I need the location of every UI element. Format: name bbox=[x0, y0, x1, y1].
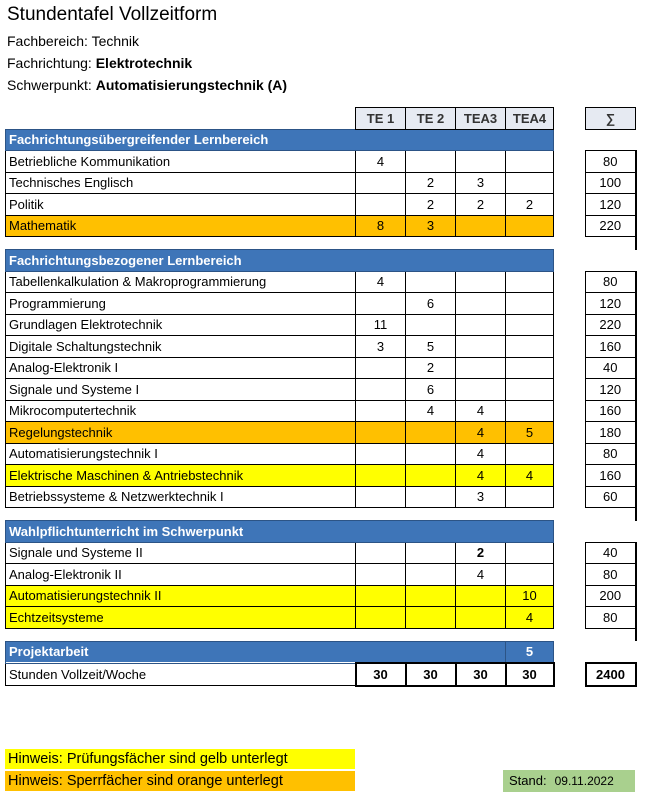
gap bbox=[554, 585, 586, 607]
hours-cell bbox=[406, 422, 456, 444]
hours-cell bbox=[406, 465, 456, 487]
hours-cell bbox=[356, 585, 406, 607]
hours-cell bbox=[506, 151, 554, 173]
summary-total: 2400 bbox=[586, 663, 636, 686]
gap bbox=[554, 293, 586, 315]
projekt-label: Projektarbeit bbox=[6, 641, 506, 663]
subject-name: Programmierung bbox=[6, 293, 356, 315]
gap bbox=[554, 336, 586, 358]
spacer bbox=[6, 508, 636, 521]
stand-date bbox=[503, 770, 635, 792]
hours-cell bbox=[456, 607, 506, 629]
subject-name: Echtzeitsysteme bbox=[6, 607, 356, 629]
hint-note: Hinweis: Prüfungsfächer sind gelb unterlegt bbox=[5, 749, 355, 769]
meta-label: Schwerpunkt: bbox=[7, 77, 92, 93]
hours-cell bbox=[506, 564, 554, 586]
subject-name: Automatisierungstechnik II bbox=[6, 585, 356, 607]
subject-row bbox=[6, 607, 636, 629]
hours-cell: 4 bbox=[406, 400, 456, 422]
hours-cell: 6 bbox=[406, 293, 456, 315]
subject-row bbox=[6, 151, 636, 173]
meta-value: Elektrotechnik bbox=[95, 55, 193, 71]
gap bbox=[554, 486, 586, 508]
hours-cell: 2 bbox=[456, 542, 506, 564]
subject-row bbox=[6, 422, 636, 444]
subject-name: Technisches Englisch bbox=[6, 172, 356, 194]
total-cell: 40 bbox=[586, 357, 636, 379]
hours-cell: 10 bbox=[506, 585, 554, 607]
hours-cell bbox=[456, 215, 506, 237]
spacer bbox=[6, 237, 636, 250]
summary-hours: 30 bbox=[356, 663, 406, 686]
hours-cell bbox=[506, 293, 554, 315]
stand-label: Stand: bbox=[509, 773, 547, 788]
hours-cell bbox=[506, 542, 554, 564]
gap bbox=[554, 379, 586, 401]
meta-value: Technik bbox=[91, 33, 140, 49]
column-header: TE 2 bbox=[406, 108, 456, 130]
total-cell: 80 bbox=[586, 443, 636, 465]
spacer bbox=[6, 628, 636, 641]
hours-cell bbox=[356, 465, 406, 487]
section-title: Wahlpflichtunterricht im Schwerpunkt bbox=[6, 521, 554, 543]
subject-row bbox=[6, 293, 636, 315]
total-cell: 180 bbox=[586, 422, 636, 444]
subject-row bbox=[6, 443, 636, 465]
hours-cell bbox=[506, 215, 554, 237]
total-cell: 60 bbox=[586, 486, 636, 508]
section-header bbox=[6, 129, 636, 151]
hours-cell: 5 bbox=[506, 422, 554, 444]
gap bbox=[554, 314, 586, 336]
hours-cell bbox=[506, 172, 554, 194]
section-title: Fachrichtungsbezogener Lernbereich bbox=[6, 250, 554, 272]
hours-cell bbox=[406, 151, 456, 173]
gap bbox=[554, 443, 586, 465]
hours-cell: 2 bbox=[506, 194, 554, 216]
hours-cell bbox=[356, 293, 406, 315]
gap bbox=[554, 194, 586, 216]
hint-note: Hinweis: Sperrfächer sind orange unterlegt bbox=[5, 771, 355, 791]
subject-row bbox=[6, 564, 636, 586]
hours-cell: 11 bbox=[356, 314, 406, 336]
total-cell: 80 bbox=[586, 151, 636, 173]
hours-cell bbox=[456, 271, 506, 293]
hours-cell: 4 bbox=[506, 465, 554, 487]
subject-row bbox=[6, 336, 636, 358]
gap bbox=[554, 172, 586, 194]
hours-cell: 2 bbox=[406, 172, 456, 194]
section-title: Fachrichtungsübergreifender Lernbereich bbox=[6, 129, 554, 151]
hours-cell: 5 bbox=[406, 336, 456, 358]
gap bbox=[554, 400, 586, 422]
column-header: TEA4 bbox=[506, 108, 554, 130]
hours-cell: 8 bbox=[356, 215, 406, 237]
total-cell: 200 bbox=[586, 585, 636, 607]
gap bbox=[554, 422, 586, 444]
hours-cell: 2 bbox=[456, 194, 506, 216]
hours-cell bbox=[456, 151, 506, 173]
hours-cell: 4 bbox=[456, 422, 506, 444]
meta-line bbox=[7, 33, 139, 49]
gap bbox=[554, 215, 586, 237]
total-cell: 120 bbox=[586, 194, 636, 216]
meta-value: Automatisierungstechnik (A) bbox=[95, 77, 288, 93]
hours-cell bbox=[356, 194, 406, 216]
hours-cell: 4 bbox=[456, 465, 506, 487]
stand-value: 09.11.2022 bbox=[554, 774, 614, 788]
hours-cell: 3 bbox=[356, 336, 406, 358]
summary-hours: 30 bbox=[406, 663, 456, 686]
subject-row bbox=[6, 271, 636, 293]
subject-name: Analog-Elektronik I bbox=[6, 357, 356, 379]
subject-name: Digitale Schaltungstechnik bbox=[6, 336, 356, 358]
subject-row bbox=[6, 172, 636, 194]
hours-cell bbox=[456, 379, 506, 401]
subject-name: Betriebssysteme & Netzwerktechnik I bbox=[6, 486, 356, 508]
total-cell: 160 bbox=[586, 465, 636, 487]
hours-cell bbox=[456, 357, 506, 379]
hours-cell bbox=[406, 486, 456, 508]
total-cell: 160 bbox=[586, 336, 636, 358]
hours-cell: 3 bbox=[406, 215, 456, 237]
gap bbox=[554, 250, 636, 272]
hours-cell: 6 bbox=[406, 379, 456, 401]
hours-cell bbox=[356, 400, 406, 422]
gap bbox=[554, 129, 636, 151]
hours-cell bbox=[506, 379, 554, 401]
hours-cell bbox=[406, 607, 456, 629]
hours-cell bbox=[406, 564, 456, 586]
hours-cell: 4 bbox=[356, 151, 406, 173]
subject-name: Tabellenkalkulation & Makroprogrammierung bbox=[6, 271, 356, 293]
subject-name: Regelungstechnik bbox=[6, 422, 356, 444]
hours-cell bbox=[356, 486, 406, 508]
hours-cell bbox=[356, 422, 406, 444]
hours-cell bbox=[406, 443, 456, 465]
total-cell: 220 bbox=[586, 215, 636, 237]
hours-cell bbox=[356, 443, 406, 465]
hours-cell bbox=[506, 336, 554, 358]
meta-line bbox=[7, 55, 192, 71]
hours-cell: 3 bbox=[456, 172, 506, 194]
projekt-value: 5 bbox=[506, 641, 554, 663]
hours-cell bbox=[506, 357, 554, 379]
page-title: Stundentafel Vollzeitform bbox=[7, 4, 218, 25]
gap bbox=[554, 542, 586, 564]
subject-name: Analog-Elektronik II bbox=[6, 564, 356, 586]
subject-row bbox=[6, 314, 636, 336]
hours-cell bbox=[456, 336, 506, 358]
summary-hours: 30 bbox=[456, 663, 506, 686]
subject-row bbox=[6, 357, 636, 379]
subject-name: Mikrocomputertechnik bbox=[6, 400, 356, 422]
hours-cell: 4 bbox=[456, 564, 506, 586]
hours-cell: 4 bbox=[356, 271, 406, 293]
total-cell: 80 bbox=[586, 271, 636, 293]
total-cell: 40 bbox=[586, 542, 636, 564]
meta-line bbox=[7, 77, 287, 93]
gap bbox=[554, 271, 586, 293]
gap bbox=[554, 465, 586, 487]
hours-cell: 4 bbox=[456, 443, 506, 465]
hours-cell bbox=[506, 271, 554, 293]
hours-cell bbox=[406, 585, 456, 607]
hours-cell: 3 bbox=[456, 486, 506, 508]
column-header-row bbox=[6, 108, 636, 130]
gap bbox=[554, 607, 586, 629]
subject-row bbox=[6, 400, 636, 422]
subject-name: Elektrische Maschinen & Antriebstechnik bbox=[6, 465, 356, 487]
summary-label: Stunden Vollzeit/Woche bbox=[6, 663, 356, 686]
gap bbox=[554, 663, 586, 686]
subject-name: Signale und Systeme I bbox=[6, 379, 356, 401]
hours-cell: 2 bbox=[406, 357, 456, 379]
total-cell: 220 bbox=[586, 314, 636, 336]
hours-cell bbox=[356, 564, 406, 586]
subject-name: Grundlagen Elektrotechnik bbox=[6, 314, 356, 336]
projekt-row bbox=[6, 641, 636, 663]
hours-cell bbox=[406, 314, 456, 336]
section-header bbox=[6, 521, 636, 543]
hours-cell bbox=[406, 542, 456, 564]
total-cell: 80 bbox=[586, 564, 636, 586]
subject-name: Automatisierungstechnik I bbox=[6, 443, 356, 465]
subject-row bbox=[6, 215, 636, 237]
total-cell: 160 bbox=[586, 400, 636, 422]
hours-cell: 2 bbox=[406, 194, 456, 216]
meta-label: Fachrichtung: bbox=[7, 55, 92, 71]
hours-cell: 4 bbox=[506, 607, 554, 629]
summary-hours: 30 bbox=[506, 663, 554, 686]
column-header: TEA3 bbox=[456, 108, 506, 130]
total-cell: 120 bbox=[586, 379, 636, 401]
gap bbox=[554, 564, 586, 586]
subject-name: Mathematik bbox=[6, 215, 356, 237]
sum-header: ∑ bbox=[586, 108, 636, 130]
hours-cell bbox=[356, 379, 406, 401]
gap bbox=[554, 108, 586, 130]
hours-cell: 4 bbox=[456, 400, 506, 422]
section-header bbox=[6, 250, 636, 272]
subject-row bbox=[6, 486, 636, 508]
column-header: TE 1 bbox=[356, 108, 406, 130]
hours-cell bbox=[406, 271, 456, 293]
hours-cell bbox=[356, 172, 406, 194]
header-blank bbox=[6, 108, 356, 130]
timetable bbox=[5, 107, 637, 687]
total-cell: 80 bbox=[586, 607, 636, 629]
subject-name: Politik bbox=[6, 194, 356, 216]
total-cell: 120 bbox=[586, 293, 636, 315]
gap bbox=[554, 357, 586, 379]
hours-cell bbox=[356, 607, 406, 629]
hours-cell bbox=[506, 486, 554, 508]
gap bbox=[554, 641, 636, 663]
gap bbox=[554, 151, 586, 173]
subject-row bbox=[6, 194, 636, 216]
subject-row bbox=[6, 585, 636, 607]
hours-cell bbox=[456, 585, 506, 607]
total-cell: 100 bbox=[586, 172, 636, 194]
hours-cell bbox=[506, 400, 554, 422]
subject-row bbox=[6, 379, 636, 401]
hours-cell bbox=[456, 314, 506, 336]
subject-name: Signale und Systeme II bbox=[6, 542, 356, 564]
gap bbox=[554, 521, 636, 543]
hours-cell bbox=[356, 542, 406, 564]
hours-cell bbox=[506, 443, 554, 465]
subject-row bbox=[6, 465, 636, 487]
hours-cell bbox=[356, 357, 406, 379]
hours-cell bbox=[456, 293, 506, 315]
summary-row bbox=[6, 663, 636, 686]
hours-cell bbox=[506, 314, 554, 336]
subject-name: Betriebliche Kommunikation bbox=[6, 151, 356, 173]
subject-row bbox=[6, 542, 636, 564]
meta-label: Fachbereich: bbox=[7, 33, 88, 49]
